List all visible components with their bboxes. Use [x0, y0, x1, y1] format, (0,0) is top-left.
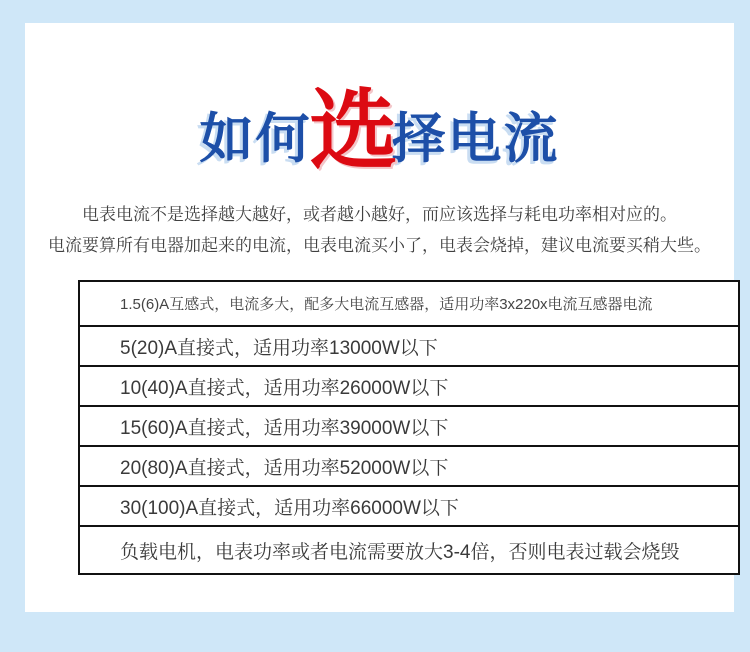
- content-card: [25, 23, 734, 612]
- table-row-text: 负载电机，电表功率或者电流需要放大3-4倍，否则电表过载会烧毁: [120, 541, 680, 563]
- title-highlight: 选: [309, 81, 398, 180]
- table-row-text: 10(40)A直接式，适用功率26000W以下: [120, 377, 449, 399]
- table-row-text: 20(80)A直接式，适用功率52000W以下: [120, 457, 449, 479]
- intro-line-1: 电表电流不是选择越大越好，或者越小越好，而应该选择与耗电功率相对应的。: [82, 205, 677, 224]
- table-row: [80, 367, 738, 407]
- title-suffix: 择电流: [391, 109, 560, 169]
- page-title: [25, 81, 734, 180]
- table-row: [80, 407, 738, 447]
- table-row: [80, 527, 738, 573]
- table-row-text: 1.5(6)A互感式，电流多大，配多大电流互感器，适用功率3x220x电流互感器电流: [120, 296, 653, 313]
- intro-line-2: 电流要算所有电器加起来的电流，电表电流买小了，电表会烧掉，建议电流要买稍大些。: [48, 236, 711, 255]
- current-spec-table: [78, 280, 740, 575]
- intro-paragraph: [25, 199, 734, 261]
- table-row: [80, 447, 738, 487]
- table-row-text: 5(20)A直接式，适用功率13000W以下: [120, 337, 438, 359]
- title-prefix: 如何: [199, 109, 312, 169]
- table-row: [80, 487, 738, 527]
- table-row-text: 15(60)A直接式，适用功率39000W以下: [120, 417, 449, 439]
- table-row: [80, 327, 738, 367]
- table-row: [80, 282, 738, 327]
- table-row-text: 30(100)A直接式，适用功率66000W以下: [120, 497, 459, 519]
